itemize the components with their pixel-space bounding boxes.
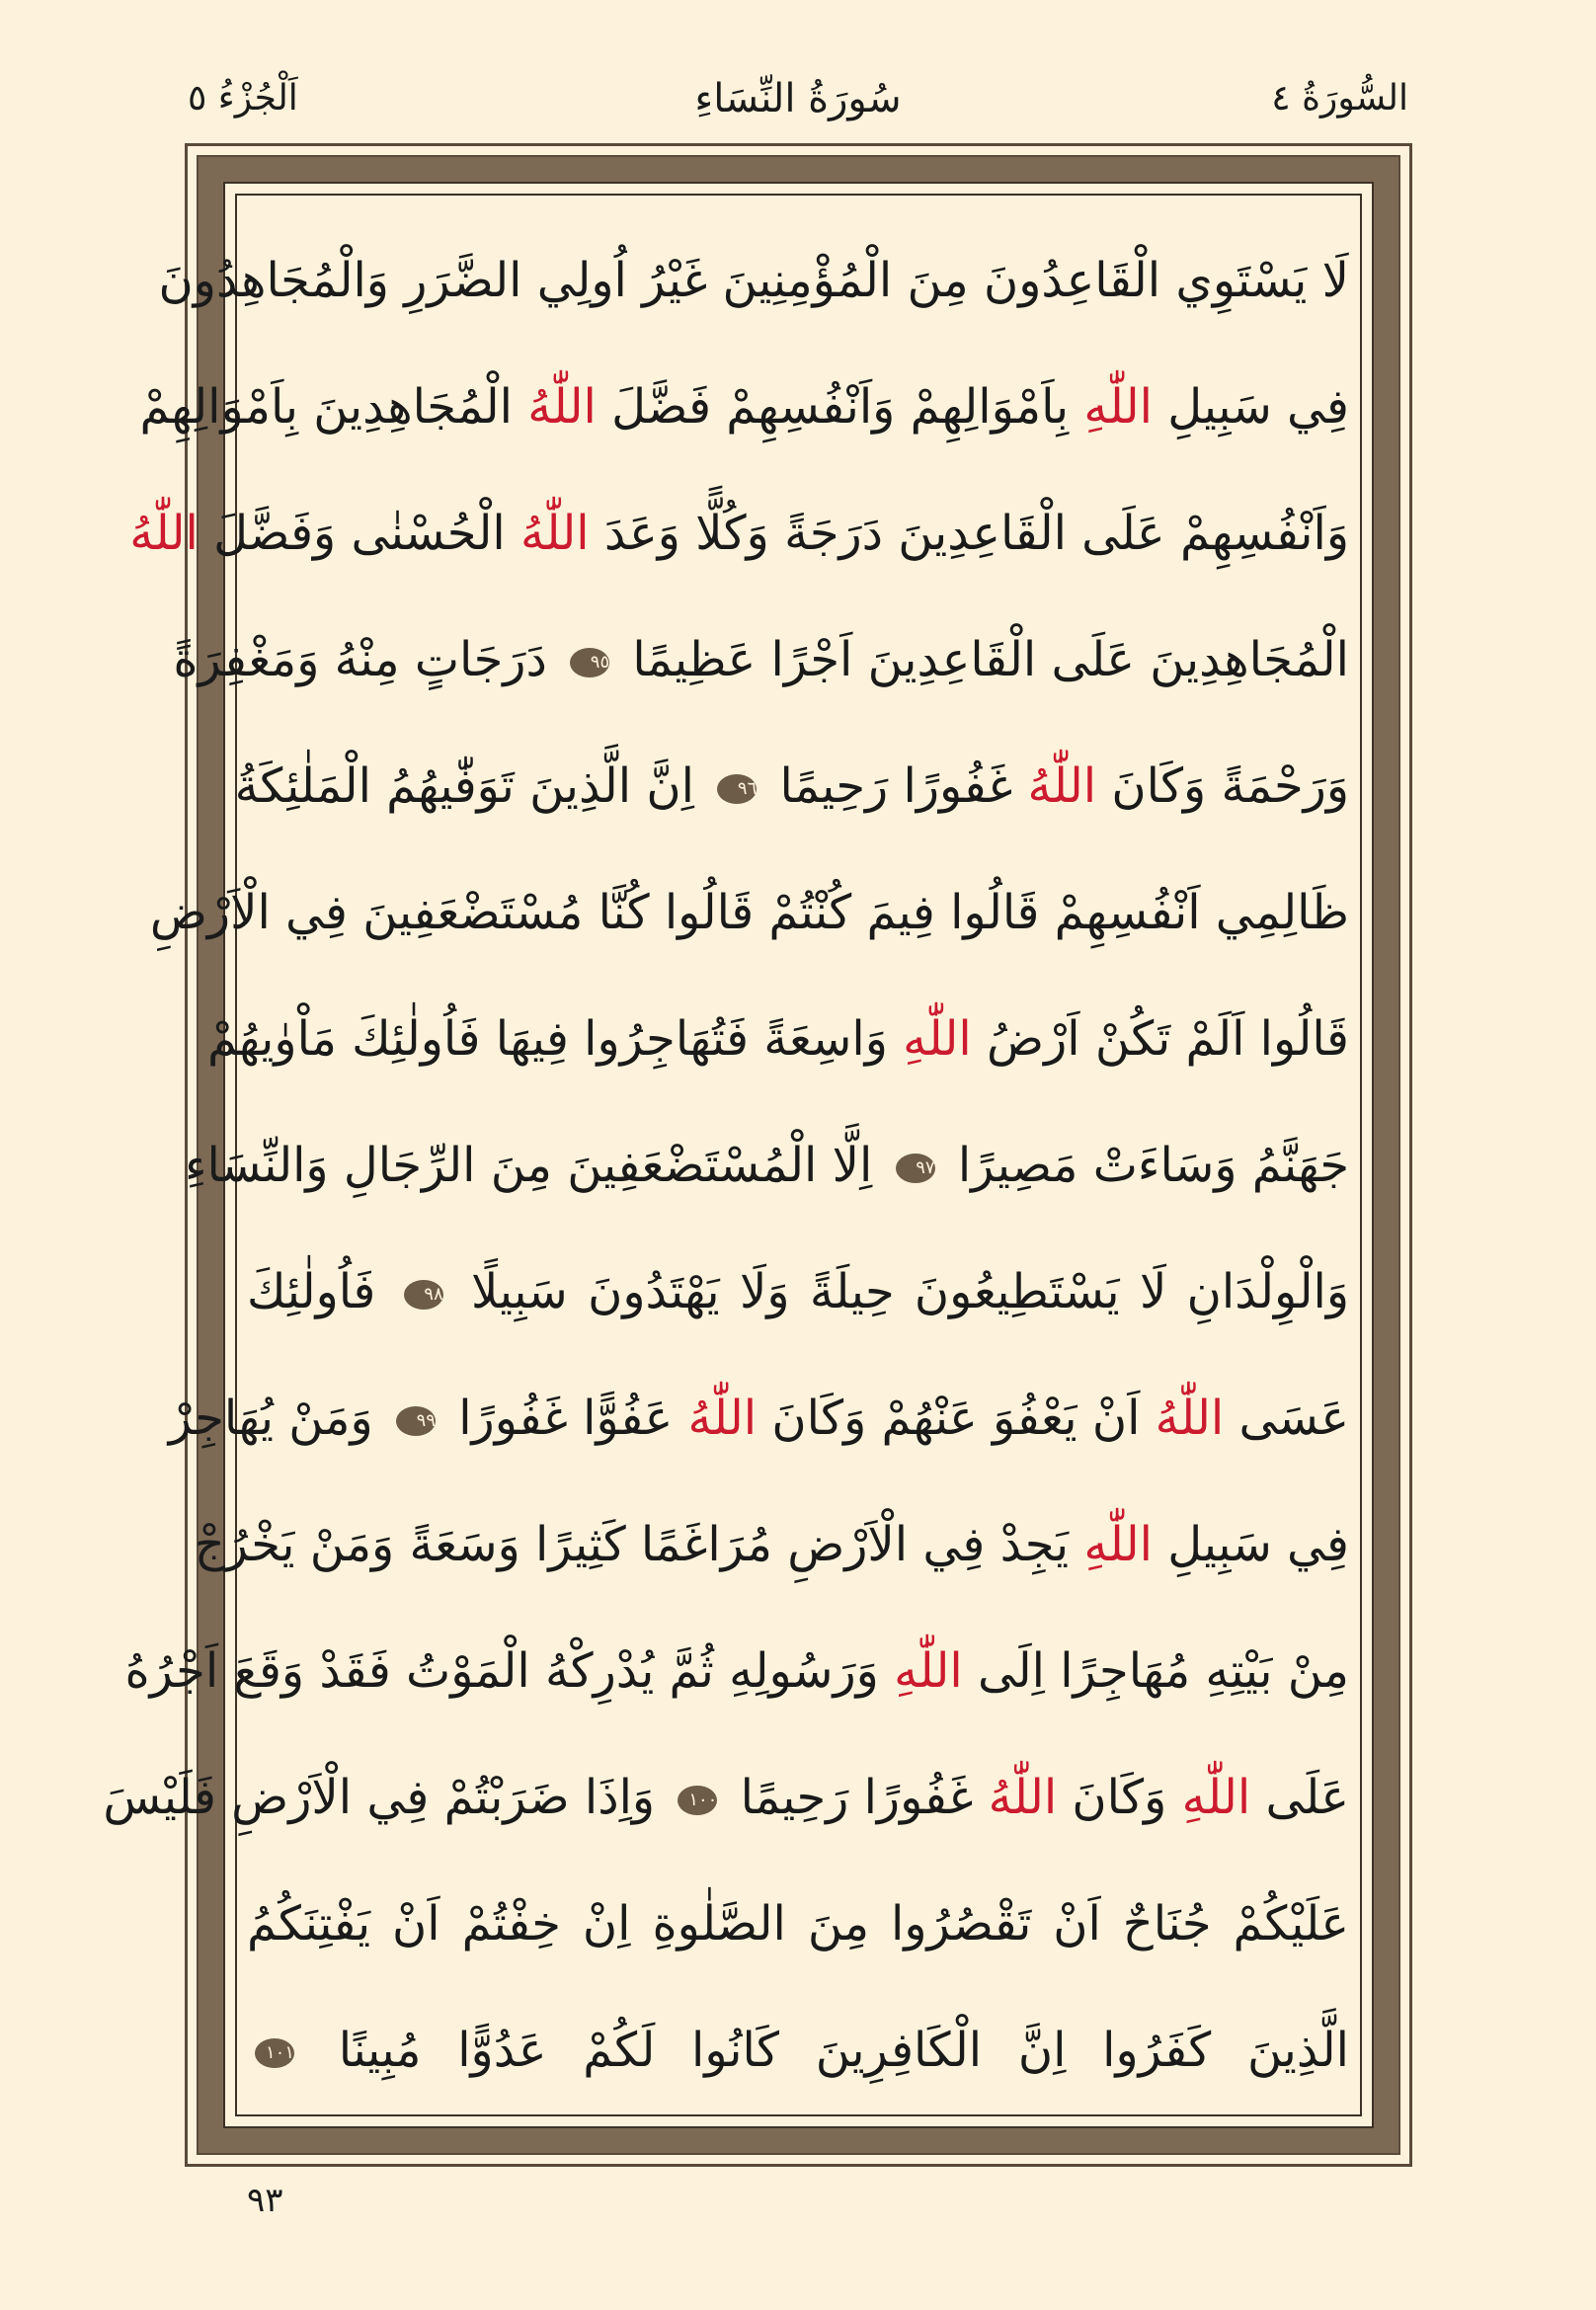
divine-name: اللّٰهِ: [1083, 1517, 1153, 1572]
text-segment: فِي سَبِيلِ: [1167, 379, 1349, 435]
text-line-5: [234, 723, 1349, 849]
text-line-6: [149, 849, 1349, 976]
text-line-2: [139, 344, 1349, 470]
text-segment: وَاَنْفُسِهِمْ عَلَى الْقَاعِدِينَ دَرَجَةً وَكُلًّا وَعَدَ: [603, 506, 1349, 561]
divine-name: اللّٰهِ: [1181, 1770, 1251, 1825]
ayah-number-marker: ٩٦: [717, 774, 757, 804]
text-line-11: [194, 1481, 1349, 1608]
text-segment: الْحُسْنٰى وَفَضَّلَ: [213, 506, 506, 561]
text-segment: وَرَحْمَةً وَكَانَ: [1111, 758, 1349, 814]
text-segment: فَاُولٰئِكَ: [247, 1264, 376, 1319]
text-segment: ظَالِمِي اَنْفُسِهِمْ قَالُوا فِيمَ كُنْتُمْ قَالُوا كُنَّا مُسْتَضْعَفِينَ فِي الْاَرْضِ: [149, 885, 1349, 940]
text-line-4: [173, 597, 1349, 723]
surah-name-title: سُورَةُ النِّسَاءِ: [694, 76, 902, 121]
text-segment: وَمَنْ يُهَاجِرْ: [168, 1391, 373, 1446]
text-segment: عَفُوًّا غَفُورًا: [458, 1391, 674, 1446]
text-segment: عَلَى: [1265, 1770, 1349, 1825]
ayah-number-marker: ٩٧: [896, 1154, 935, 1183]
divine-name: اللّٰهُ: [527, 379, 597, 435]
text-line-9: [247, 1229, 1349, 1355]
divine-name: اللّٰهُ: [988, 1770, 1058, 1825]
text-segment: اَنْ يَعْفُوَ عَنْهُمْ وَكَانَ: [771, 1391, 1141, 1446]
text-line-3: [129, 470, 1349, 597]
divine-name: اللّٰهُ: [1155, 1391, 1225, 1446]
ayah-number-marker: ١٠٠: [678, 1786, 717, 1815]
text-segment: اِلَّا الْمُسْتَضْعَفِينَ مِنَ الرِّجَالِ وَالنِّسَاءِ: [184, 1138, 873, 1193]
ayah-number-marker: ٩٩: [396, 1406, 436, 1436]
text-segment: وَاِذَا ضَرَبْتُمْ فِي الْاَرْضِ فَلَيْسَ: [103, 1770, 656, 1825]
text-segment: دَرَجَاتٍ مِنْهُ وَمَغْفِرَةً: [173, 632, 547, 687]
text-line-14: [247, 1861, 1349, 1987]
quran-text-block: [103, 217, 1349, 2113]
text-segment: وَالْوِلْدَانِ لَا يَسْتَطِيعُونَ حِيلَةً وَلَا يَهْتَدُونَ سَبِيلًا: [470, 1264, 1349, 1319]
text-segment: لَا يَسْتَوِي الْقَاعِدُونَ مِنَ الْمُؤْمِنِينَ غَيْرُ اُولِي الضَّرَرِ وَالْمُجَاهِدُونَ: [158, 253, 1349, 308]
text-segment: فِي سَبِيلِ: [1167, 1517, 1349, 1572]
text-line-10: [168, 1355, 1349, 1481]
text-segment: عَلَيْكُمْ جُنَاحٌ اَنْ تَقْصُرُوا مِنَ الصَّلٰوةِ اِنْ خِفْتُمْ اَنْ يَفْتِنَكُمُ: [247, 1896, 1349, 1952]
ayah-number-marker: ٩٥: [570, 648, 609, 677]
text-segment: جَهَنَّمُ وَسَاءَتْ مَصِيرًا: [957, 1138, 1349, 1193]
ayah-number-marker: ١٠١: [255, 2038, 294, 2068]
divine-name: اللّٰهُ: [1027, 758, 1097, 814]
text-line-12: [124, 1608, 1349, 1734]
page-header: [188, 59, 1408, 138]
text-segment: بِاَمْوَالِهِمْ وَاَنْفُسِهِمْ فَضَّلَ: [611, 379, 1070, 435]
text-segment: غَفُورًا رَحِيمًا: [740, 1770, 974, 1825]
text-line-7: [206, 976, 1349, 1102]
text-segment: اِنَّ الَّذِينَ تَوَفّٰيهُمُ الْمَلٰئِكَةُ: [234, 758, 694, 814]
text-segment: مِنْ بَيْتِهِ مُهَاجِرًا اِلَى: [977, 1643, 1349, 1699]
divine-name: اللّٰهُ: [129, 506, 199, 561]
page-number: ٩٣: [247, 2181, 283, 2220]
text-segment: وَرَسُولِهِ ثُمَّ يُدْرِكْهُ الْمَوْتُ فَقَدْ وَقَعَ اَجْرُهُ: [124, 1643, 879, 1699]
text-line-8: [184, 1102, 1349, 1229]
text-line-15: [247, 1987, 1349, 2113]
surah-number-label: السُّورَةُ ٤: [1271, 78, 1408, 119]
divine-name: اللّٰهِ: [903, 1011, 972, 1067]
divine-name: اللّٰهِ: [894, 1643, 963, 1699]
text-segment: قَالُوا اَلَمْ تَكُنْ اَرْضُ: [987, 1011, 1349, 1067]
text-line-1: [158, 217, 1349, 344]
text-segment: وَاسِعَةً فَتُهَاجِرُوا فِيهَا فَاُولٰئِكَ مَاْوٰيهُمْ: [206, 1011, 888, 1067]
text-segment: وَكَانَ: [1072, 1770, 1167, 1825]
text-segment: الْمُجَاهِدِينَ عَلَى الْقَاعِدِينَ اَجْرًا عَظِيمًا: [632, 632, 1349, 687]
text-segment: غَفُورًا رَحِيمًا: [779, 758, 1013, 814]
text-segment: الَّذِينَ كَفَرُوا اِنَّ الْكَافِرِينَ كَانُوا لَكُمْ عَدُوًّا مُبِينًا: [338, 2023, 1349, 2078]
text-segment: يَجِدْ فِي الْاَرْضِ مُرَاغَمًا كَثِيرًا وَسَعَةً وَمَنْ يَخْرُجْ: [194, 1517, 1070, 1572]
juz-label: اَلْجُزْءُ ٥: [188, 78, 298, 119]
text-line-13: [103, 1734, 1349, 1861]
divine-name: اللّٰهُ: [520, 506, 590, 561]
ayah-number-marker: ٩٨: [404, 1280, 443, 1310]
divine-name: اللّٰهِ: [1083, 379, 1153, 435]
text-segment: عَسَى: [1238, 1391, 1349, 1446]
divine-name: اللّٰهُ: [687, 1391, 758, 1446]
text-segment: الْمُجَاهِدِينَ بِاَمْوَالِهِمْ: [139, 379, 513, 435]
